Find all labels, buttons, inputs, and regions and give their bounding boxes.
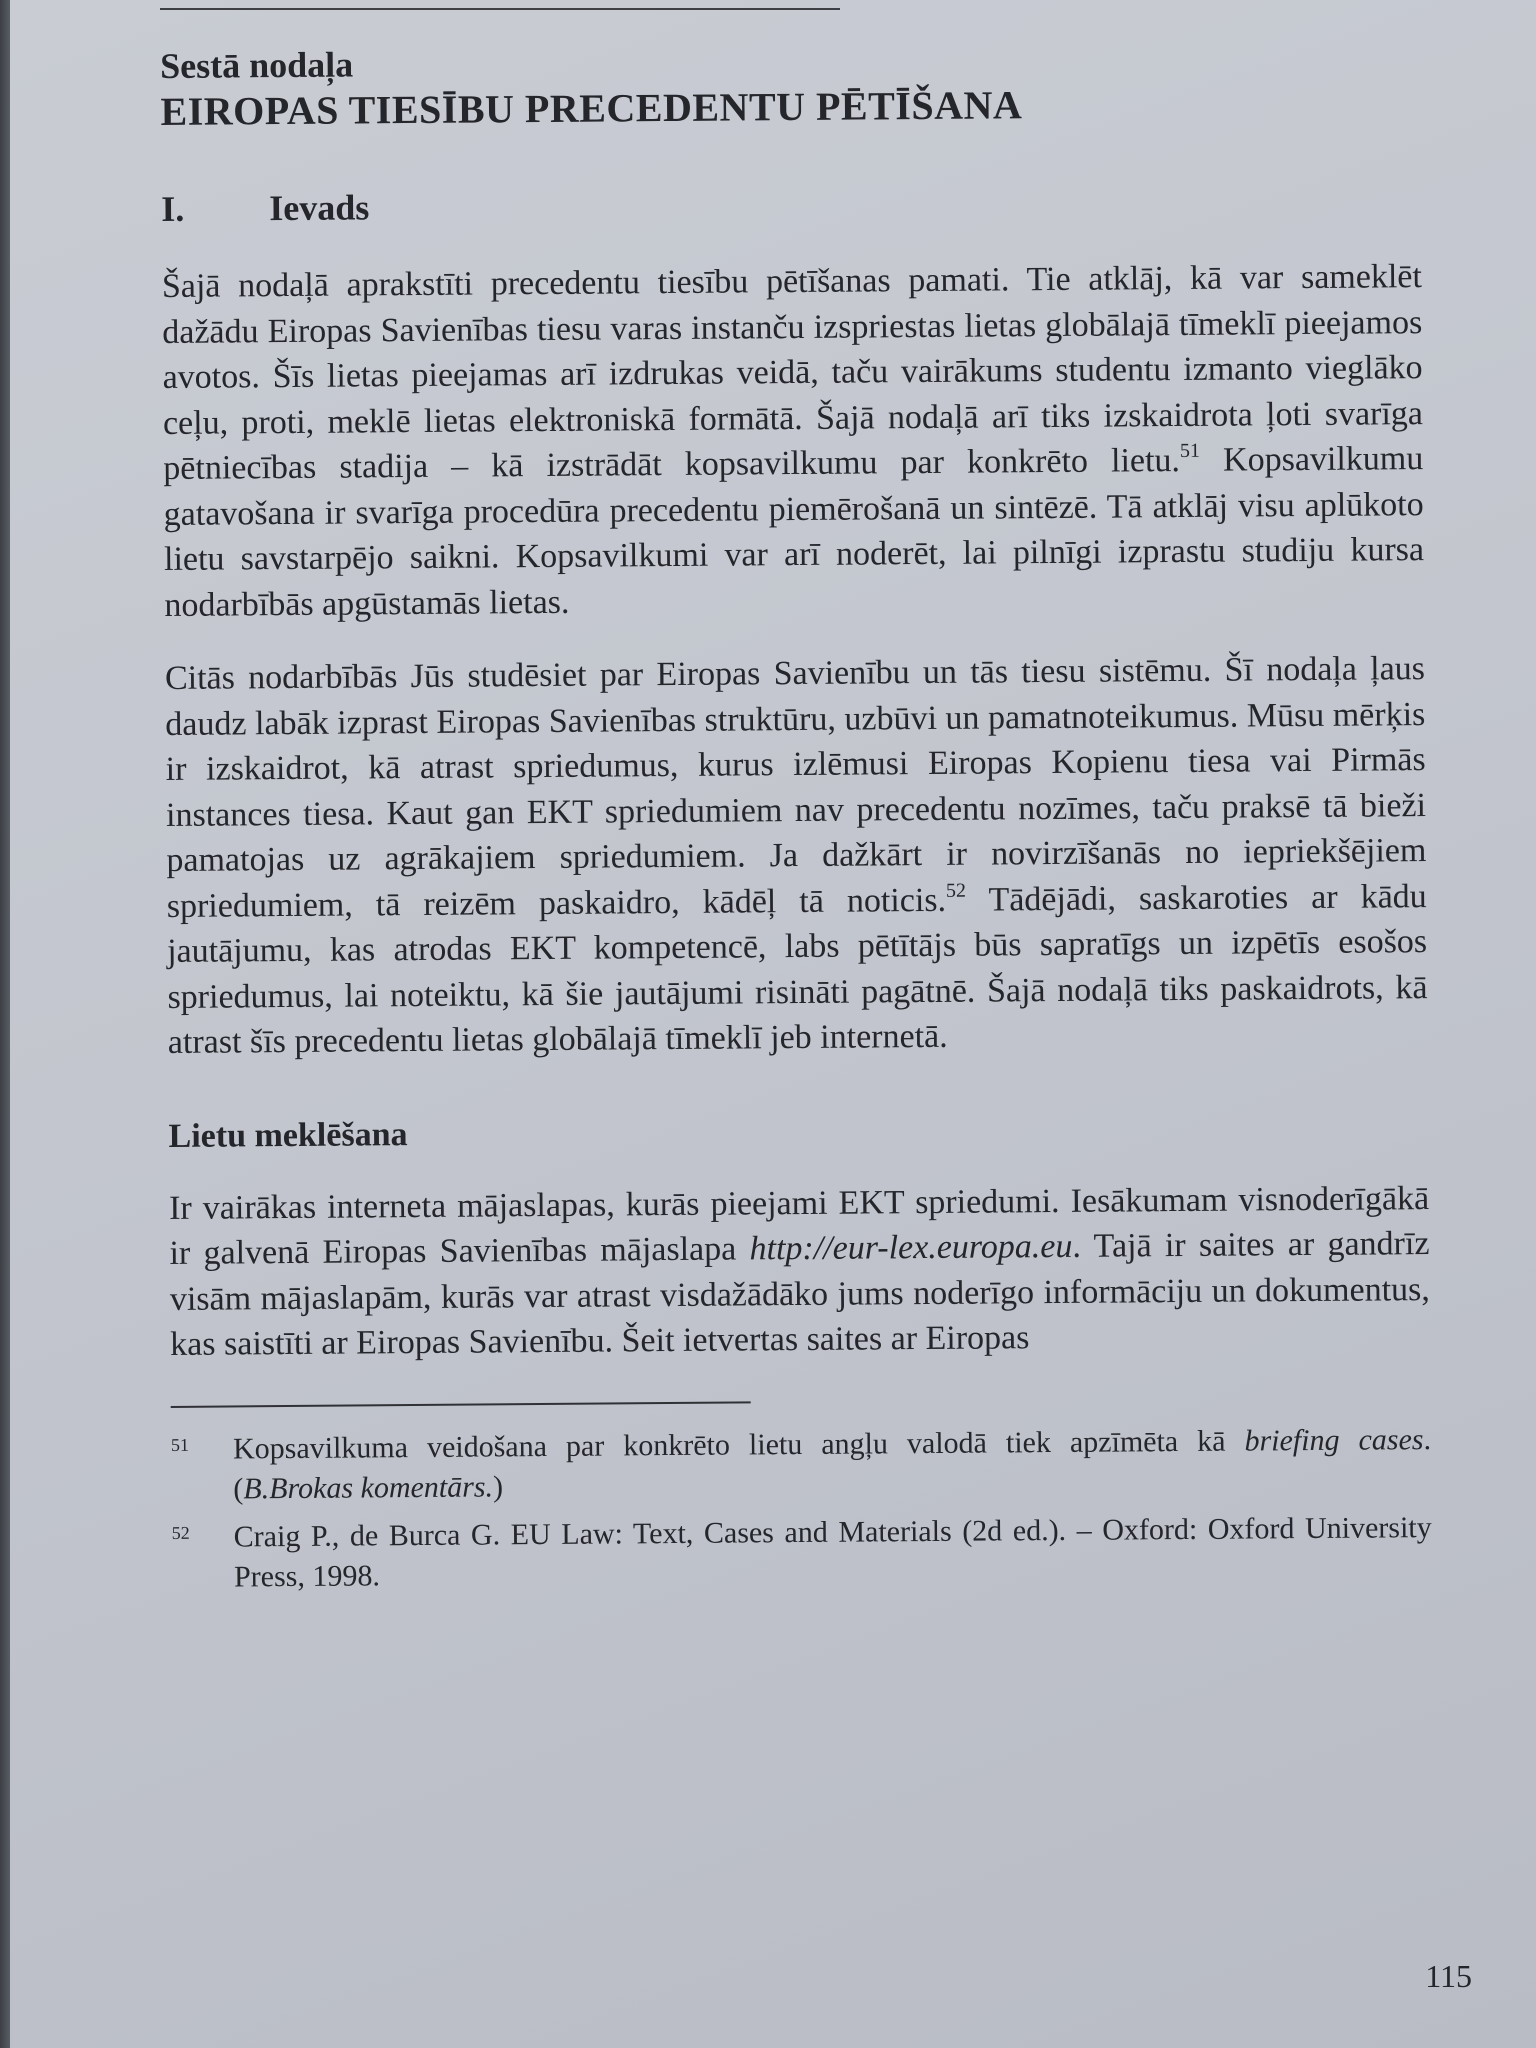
footnote-51-text-c: ) xyxy=(492,1469,504,1503)
paragraph-websites-text-a: Ir vairākas interneta mājaslapas, kurās pieejami EKT spriedumi. Iesākumam visnoderīgākā ir galvenā Eiropas Savienības mājaslapa xyxy=(168,1179,1430,1272)
header-rule xyxy=(160,8,840,10)
paragraph-websites xyxy=(169,1176,1430,1368)
footnote-52 xyxy=(172,1508,1433,1598)
paragraph-court-system-text-b: Tādējādi, saskaroties ar kādu jautājumu, kas atrodas EKT kompetencē, labs pētītājs būs sapratīgs un izpētīs esošos spriedumus, lai noteiktu, kā šie jautājumi risināti pagātnē. Šajā nodaļā tiks paskaidrots, kā atrast šīs precedentu lietas globālajā tīmeklī jeb internetā. xyxy=(166,877,1428,1061)
book-page xyxy=(10,0,1536,2048)
chapter-title: EIROPAS TIESĪBU PRECEDENTU PĒTĪŠANA xyxy=(160,82,1023,134)
footnote-text xyxy=(233,1420,1432,1509)
footnote-number: 52 xyxy=(171,1522,190,1543)
section-heading xyxy=(161,178,1421,230)
paragraph-intro-text-b: Kopsavilkumu gatavošana ir svarīga procedūra precedentu piemērošanā un sintēzē. Tā atklāj visu aplūkoto lietu savstarpējo saikni. Kopsavilkumi var arī noderēt, lai pilnīgi izprastu studiju kursa nodarbībās apgūstamās lietas. xyxy=(163,440,1425,624)
section-number: I. xyxy=(161,188,185,229)
page-content xyxy=(160,34,1432,1605)
paragraph-intro-text-a: Šajā nodaļā aprakstīti precedentu tiesību pētīšanas pamati. Tie atklāj, kā var sameklēt dažādu Eiropas Savienības tiesu varas instanču izspriestas lietas globālajā tīmeklī pieejamos avotos. Šīs lietas pieejamas arī izdrukas veidā, taču vairākums studentu izmanto vieglāko ceļu, proti, meklē lietas elektroniskā formātā. Šajā nodaļā arī tiks izskaidrota ļoti svarīga pētniecības stadija – kā izstrādāt kopsavilkumu par konkrēto lietu. xyxy=(161,258,1424,487)
paragraph-court-system-text-a: Citās nodarbībās Jūs studēsiet par Eiropas Savienību un tās tiesu sistēmu. Šī nodaļa ļaus daudz labāk izprast Eiropas Savienības struktūru, uzbūvi un pamatnoteikumus. Mūsu mērķis ir izskaidrot, kā atrast spriedumus, kurus izlēmusi Eiropas Kopienu tiesa vai Pirmās instances tiesa. Kaut gan EKT spriedumiem nav precedentu nozīmes, taču praksē tā bieži pamatojas uz agrākajiem spriedumiem. Ja dažkārt ir novirzīšanās no iepriekšējiem spriedumiem, tā reizēm paskaidro, kādēļ tā noticis. xyxy=(164,650,1427,925)
footnote-51-comment: B.Brokas komentārs. xyxy=(243,1469,494,1505)
footnote-ref-52[interactable]: 52 xyxy=(945,879,967,902)
footnote-51-text-b: . ( xyxy=(233,1422,1432,1505)
subheading-case-search: Lietu meklēšana xyxy=(168,1115,408,1155)
footnote-number: 51 xyxy=(170,1434,190,1455)
footnote-51 xyxy=(171,1420,1432,1510)
chapter-label: Sestā nodaļa xyxy=(160,44,354,86)
paragraph-intro xyxy=(162,254,1425,628)
page-number: 115 xyxy=(1425,1958,1472,1994)
eur-lex-link[interactable]: http://eur-lex.europa.eu xyxy=(749,1227,1073,1268)
footnote-51-text-a: Kopsavilkuma veidošana par konkrēto lietu angļu valodā tiek apzīmēta kā xyxy=(232,1424,1245,1465)
paragraph-court-system xyxy=(165,646,1428,1065)
footnote-text: Craig P., de Burca G. EU Law: Text, Cases and Materials (2d ed.). – Oxford: Oxford University Press, 1998. xyxy=(233,1510,1432,1593)
footnote-separator xyxy=(171,1401,751,1408)
footnote-ref-51[interactable]: 51 xyxy=(1179,439,1200,463)
paragraph-websites-text-b: . Tajā ir saites ar gandrīz visām mājaslapām, kurās var atrast visdažādāko jums noderīgo informāciju un dokumentus, kas saistīti ar Eiropas Savienību. Šeit ietvertas saites ar Eiropas xyxy=(169,1225,1430,1363)
footnote-51-italic-term: briefing cases xyxy=(1244,1422,1424,1458)
section-title: Ievads xyxy=(269,187,370,229)
